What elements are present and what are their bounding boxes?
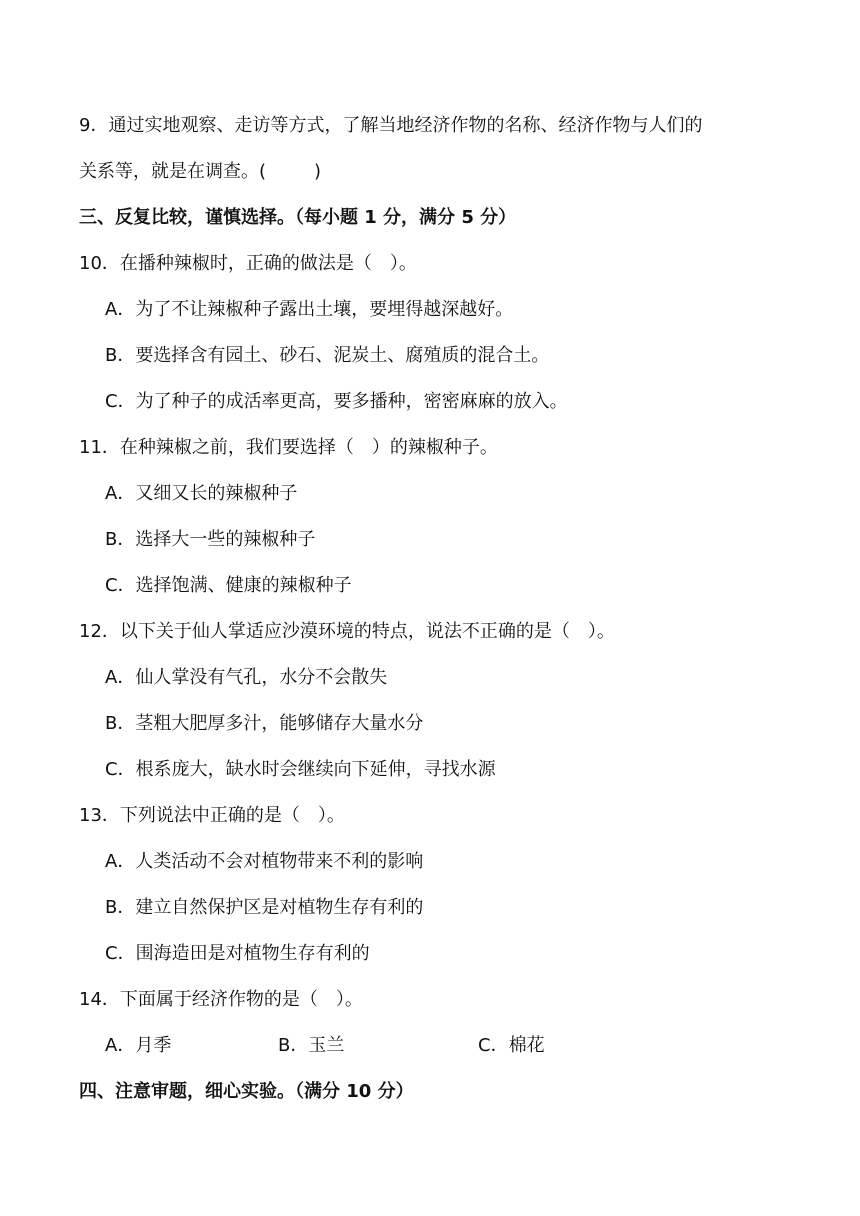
question-12-option-a: A．仙人掌没有气孔，水分不会散失: [105, 667, 388, 688]
question-14-option-a: A．月季: [105, 1035, 172, 1056]
question-13-option-b: B．建立自然保护区是对植物生存有利的: [105, 897, 424, 918]
question-13-option-a: A．人类活动不会对植物带来不利的影响: [105, 851, 424, 872]
section-4-title: 四、注意审题，细心实验。（满分 10 分）: [79, 1081, 414, 1102]
question-11-stem: 11．在种辣椒之前，我们要选择（ ）的辣椒种子。: [79, 437, 498, 458]
question-11-option-a: A．又细又长的辣椒种子: [105, 483, 298, 504]
question-14-option-c: C．棉花: [478, 1035, 545, 1056]
question-13-stem: 13．下列说法中正确的是（ ）。: [79, 805, 345, 826]
question-13-option-c: C．围海造田是对植物生存有利的: [105, 943, 370, 964]
question-14-option-b: B．玉兰: [278, 1035, 345, 1056]
section-3-title: 三、反复比较，谨慎选择。（每小题 1 分，满分 5 分）: [79, 207, 517, 228]
question-9-line2: [79, 160, 321, 184]
question-12-option-c: C．根系庞大，缺水时会继续向下延伸，寻找水源: [105, 759, 496, 780]
question-9-line2-text: 关系等，就是在调查。(: [79, 161, 267, 182]
question-10-option-c: C．为了种子的成活率更高，要多播种，密密麻麻的放入。: [105, 391, 568, 412]
question-12-option-b: B．茎粗大肥厚多汁，能够储存大量水分: [105, 713, 424, 734]
question-10-stem: 10．在播种辣椒时，正确的做法是（ ）。: [79, 253, 417, 274]
question-11-option-b: B．选择大一些的辣椒种子: [105, 529, 316, 550]
question-14-stem: 14．下面属于经济作物的是（ ）。: [79, 989, 363, 1010]
question-10-option-a: A．为了不让辣椒种子露出土壤，要埋得越深越好。: [105, 299, 514, 320]
question-10-option-b: B．要选择含有园土、砂石、泥炭土、腐殖质的混合土。: [105, 345, 550, 366]
question-11-option-c: C．选择饱满、健康的辣椒种子: [105, 575, 352, 596]
question-12-stem: 12．以下关于仙人掌适应沙漠环境的特点，说法不正确的是（ ）。: [79, 621, 615, 642]
question-9-line1: 9．通过实地观察、走访等方式，了解当地经济作物的名称、经济作物与人们的: [79, 115, 703, 136]
question-9-line2-close: ): [314, 161, 322, 182]
